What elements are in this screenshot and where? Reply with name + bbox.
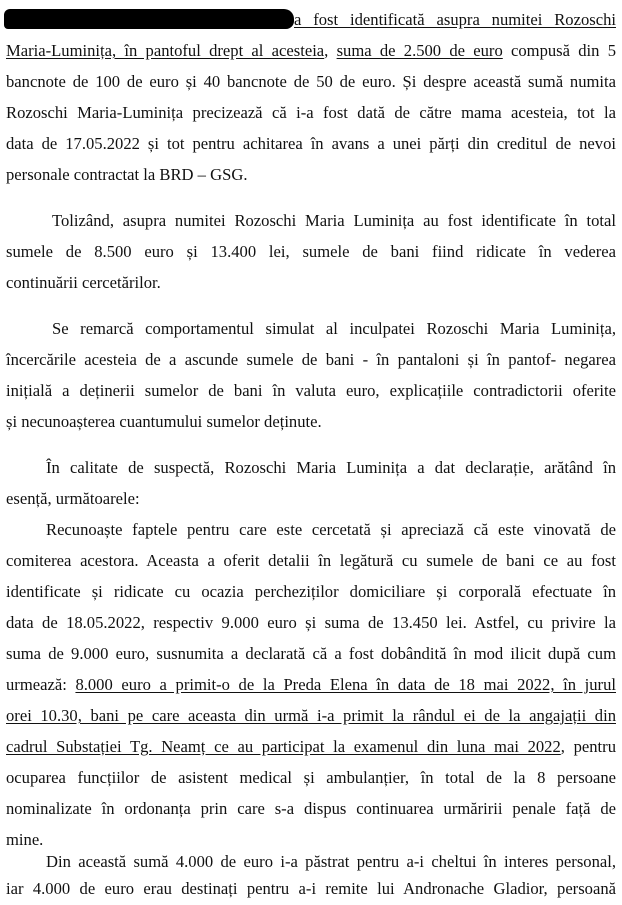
paragraph-5-line-6 [6,674,616,696]
paragraph-1-line-5: data de 17.05.2022 și tot pentru achitarea în avans a unei părți din creditul de nevoi [6,134,616,153]
paragraph-5-line-7: orei 10.30, bani pe care aceasta din urmă i-a primit la rândul ei de la angajații din [6,706,616,725]
paragraph-1-line-3: bancnote de 100 de euro și 40 bancnote de 50 de euro. Și despre această sumă numita [6,72,616,91]
paragraph-2-line-3: continuării cercetărilor. [6,273,161,292]
paragraph-5-line-10: nominalizate în ordonanța prin care s-a dispus continuarea urmăririi penale față de [6,799,616,818]
paragraph-5-line-2: comiterea acestora. Aceasta a oferit detalii în legătură cu sumele de bani ce au fost [6,551,616,570]
underlined-text: cadrul Substației Tg. Neamț ce au participat la examenul din luna mai 2022 [6,737,561,756]
underlined-text: suma de 2.500 de euro [336,41,503,60]
paragraph-6-line-1: Din această sumă 4.000 de euro i-a păstrat pentru a-i cheltui în interes personal, [46,852,616,871]
underlined-text: a fost identificată asupra numitei Rozoschi [294,10,616,29]
paragraph-5-line-4: data de 18.05.2022, respectiv 9.000 euro și suma de 13.450 lei. Astfel, cu privire la [6,613,616,632]
text-segment: , [324,41,337,60]
paragraph-1-line-4: Rozoschi Maria-Luminița precizează că i-a fost dată de către mama acesteia, tot la [6,103,616,122]
paragraph-1-line-1 [6,9,616,31]
text-segment: urmează: [6,675,76,694]
paragraph-2-line-2: sumele de 8.500 euro și 13.400 lei, sumele de bani fiind ridicate în vederea [6,242,616,261]
paragraph-1-line-6: personale contractat la BRD – GSG. [6,165,248,184]
text-segment: , pentru [560,737,616,756]
paragraph-1-line-2 [6,40,616,62]
paragraph-5-line-9: ocuparea funcțiilor de asistent medical și ambulanțier, în total de la 8 persoane [6,768,616,787]
paragraph-3-line-2: încercările acesteia de a ascunde sumele de bani - în pantaloni și în pantof- negarea [6,350,616,369]
paragraph-4-line-1: În calitate de suspectă, Rozoschi Maria Luminița a dat declarație, arătând în [46,458,616,477]
paragraph-3-line-3: inițială a deținerii sumelor de bani în valuta euro, explicațiile contradictorii oferite [6,381,616,400]
paragraph-3-line-1: Se remarcă comportamentul simulat al inculpatei Rozoschi Maria Luminița, [52,319,616,338]
paragraph-2-line-1: Tolizând, asupra numitei Rozoschi Maria Luminița au fost identificate în total [52,211,616,230]
text-segment: compusă din 5 [502,41,617,60]
paragraph-6-line-2: iar 4.000 de euro erau destinați pentru a-i remite lui Andronache Gladior, persoană [6,879,616,898]
paragraph-5-line-3: identificate și ridicate cu ocazia percheziților domiciliare și corporală efectuate în [6,582,616,601]
redaction-block [4,9,294,29]
paragraph-4-line-2: esență, următoarele: [6,489,140,508]
underlined-text: 8.000 euro a primit-o de la Preda Elena în data de 18 mai 2022, în jurul [75,675,616,694]
underlined-text: Maria-Luminița, în pantoful drept al acesteia [6,41,325,60]
paragraph-5-line-11: mine. [6,830,44,849]
paragraph-3-line-4: și necunoașterea cuantumului sumelor deținute. [6,412,322,431]
paragraph-5-line-1: Recunoaște faptele pentru care este cercetată și apreciază că este vinovată de [46,520,616,539]
paragraph-5-line-5: suma de 9.000 euro, susnumita a declarată că a fost dobândită în mod ilicit după cum [6,644,616,663]
paragraph-5-line-8 [6,736,616,758]
